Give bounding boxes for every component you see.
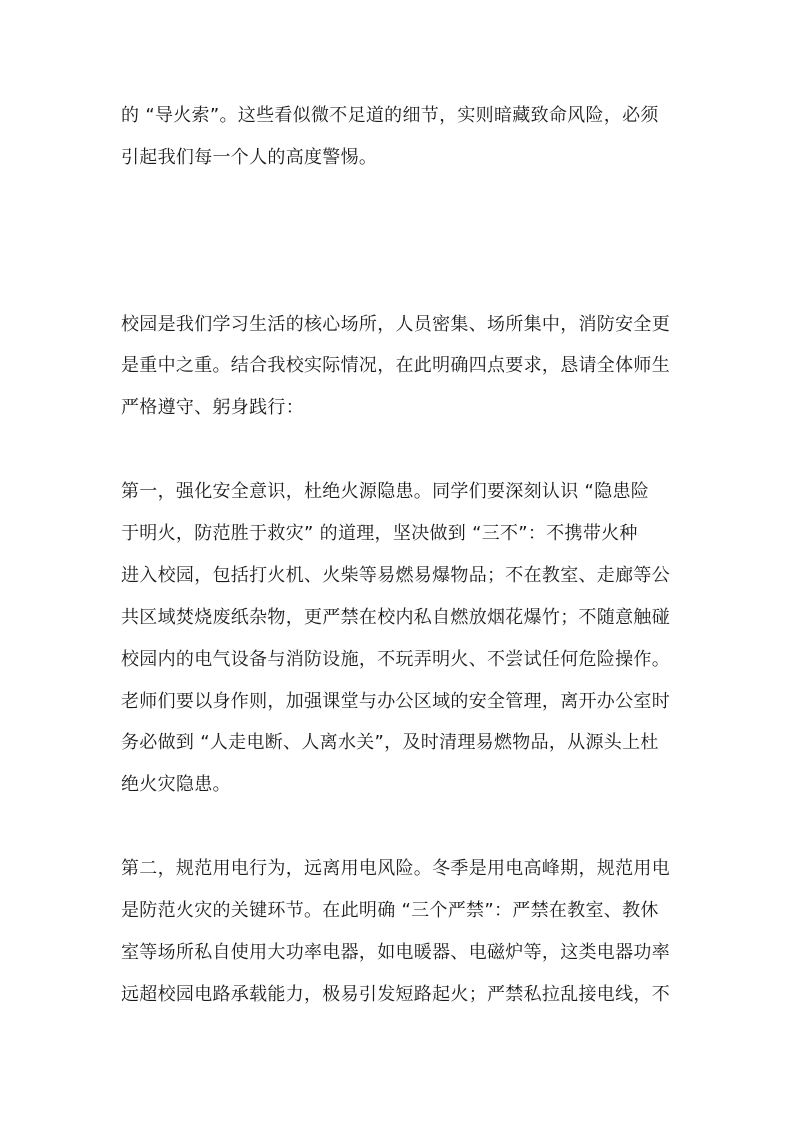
text-line: 校园内的电气设备与消防设施，不玩弄明火、不尝试任何危险操作。: [121, 649, 670, 670]
text-line: 老师们要以身作则，加强课堂与办公区域的安全管理，离开办公室时: [121, 691, 670, 712]
text-line: 引起我们每一个人的高度警惕。: [121, 147, 378, 168]
text-line: 第一，强化安全意识，杜绝火源隐患。同学们要深刻认识 “隐患险: [121, 481, 650, 502]
text-line: 第二，规范用电行为，远离用电风险。冬季是用电高峰期，规范用电: [121, 858, 670, 879]
text-line: 室等场所私自使用大功率电器，如电暖器、电磁炉等，这类电器功率: [121, 942, 670, 963]
text-line: 共区域焚烧废纸杂物，更严禁在校内私自燃放烟花爆竹；不随意触碰: [121, 607, 670, 628]
text-line: 于明火，防范胜于救灾” 的道理，坚决做到 “三不”：不携带火种: [121, 523, 638, 544]
text-line: 校园是我们学习生活的核心场所，人员密集、场所集中，消防安全更: [121, 314, 670, 335]
text-line: 严格遵守、躬身践行：: [121, 397, 304, 418]
text-line: 是防范火灾的关键环节。在此明确 “三个严禁”：严禁在教室、教休: [121, 900, 659, 921]
text-line: 是重中之重。结合我校实际情况，在此明确四点要求，恳请全体师生: [121, 355, 670, 376]
text-line: 务必做到 “人走电断、人离水关”，及时清理易燃物品，从源头上杜: [121, 732, 659, 753]
text-line: 远超校园电路承载能力，极易引发短路起火；严禁私拉乱接电线，不: [121, 984, 670, 1005]
text-line: 绝火灾隐患。: [121, 774, 231, 795]
text-line: 的 “导火索”。这些看似微不足道的细节，实则暗藏致命风险，必须: [121, 105, 659, 126]
text-line: 进入校园，包括打火机、火柴等易燃易爆物品；不在教室、走廊等公: [121, 565, 670, 586]
